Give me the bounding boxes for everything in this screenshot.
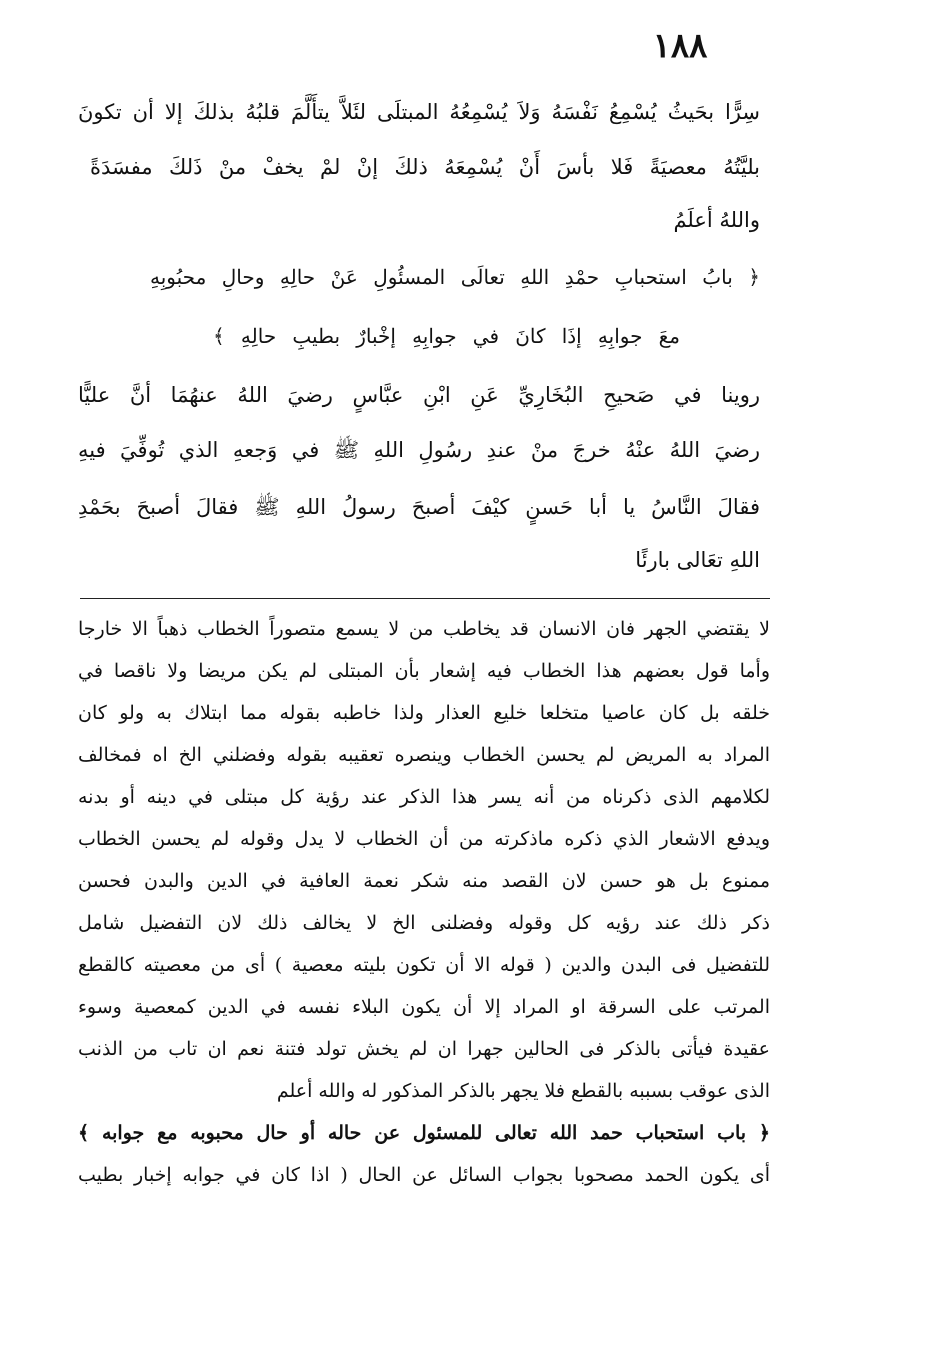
main-text-block (78, 92, 760, 592)
chapter-heading-line-2: معَ جوابِهِ إذَا كانَ في جوابِهِ إخْبارٌ بطيبِ حالِهِ ﴾ (213, 324, 680, 348)
footnote-line-6: ويدفع الاشعار الذي ذكره ماذكرته من أن الخطاب لا يدل وقوله لم يحسن الخطاب (78, 828, 770, 850)
footnote-line-12: الذى عوقب بسببه بالقطع فلا يجهر بالذكر المذكور له والله أعلم (276, 1080, 770, 1102)
footnote-line-7: ممنوع بل هو حسن لان القصد منه شكر نعمة العافية في الدين والبدن فحسن (78, 870, 770, 892)
footnote-line-10: المرتب على السرقة او المراد إلا أن يكون البلاء نفسه في الدين كمعصية وسوء (78, 996, 770, 1018)
footnote-line-4: المراد به المريض لم يحسن الخطاب وينصره تعقيبه بقوله وفضلني الخ اه فمخالف (78, 744, 770, 766)
hadith-line-3: فقالَ النَّاسُ يا أبا حَسنٍ كيْفَ أصبحَ رسولُ اللهِ ﷺ فقالَ أصبحَ بحَمْدِ (78, 495, 760, 519)
main-line-1: سِرًّا بحَيثُ يُسْمِعُ نَفْسَهُ وَلاَ يُسْمِعُهُ المبتلَى لئَلاَّ يتأَلَّمَ قلبُهُ بذلكَ إلا أن تكونَ (78, 100, 760, 124)
footnote-line-2: وأما قول بعضهم هذا الخطاب فيه إشعار بأن المبتلى لم يكن مريضا ولا ناقصا في (78, 660, 770, 682)
footnote-line-11: عقيدة فيأتى بالذكر فى الحالين جهرا ان لم يخش تولد فتنة نعم ان تاب من الذنب (78, 1038, 770, 1060)
footnote-line-9: للتفضيل فى البدن والدين ( قوله الا أن تكون بليته معصية ) أى من معصيته كالقطع (78, 954, 770, 976)
footnote-line-3: خلقه بل كان عاصيا متخلعا خليع العذار ولذا خاطبه بقوله مما ابتلاك به ولو كان (78, 702, 770, 724)
hadith-line-1: روينا في صَحيحِ البُخَارِيِّ عَنِ ابْنِ عبَّاسٍ رضيَ اللهُ عنهُمَا أنَّ عليًّا (78, 383, 760, 407)
main-line-2: بليَّتُهُ معصيَةً فَلا بأسَ أَنْ يُسْمِعَهُ ذلكَ إنْ لمْ يخفْ منْ ذَلكَ مفسَدَةً (90, 155, 760, 179)
footnote-line-5: لكلامهم الذى ذكرناه من أنه يسر هذا الذكر عند رؤية كل مبتلى في دينه أو بدنه (78, 786, 770, 808)
main-line-3: واللهُ أعلَمُ (673, 208, 760, 232)
footnote-divider (80, 598, 770, 599)
hadith-line-4: اللهِ تعَالى بارئًا (635, 548, 760, 572)
footnote-line-14: أى يكون الحمد مصحوبا بجواب السائل عن الحال ( اذا كان في جوابه إخبار بطيب (78, 1164, 770, 1186)
footnote-chapter-heading: ﴿ باب استحباب حمد الله تعالى للمسئول عن حاله أو حال محبوبه مع جوابه ﴾ (78, 1122, 770, 1144)
footnote-line-1: لا يقتضي الجهر فان الانسان قد يخاطب من لا يسمع متصوراً الخطاب ذهباً الا خارجا (78, 618, 770, 640)
chapter-heading-line-1: ﴿ بابُ استحبابِ حمْدِ اللهِ تعالَى المسئُولِ عَنْ حالِهِ وحالِ محبُوبِهِ (150, 265, 760, 289)
hadith-line-2: رضيَ اللهُ عنْهُ خرجَ منْ عندِ رسُولِ اللهِ ﷺ في وَجعهِ الذي تُوفِّيَ فيهِ (78, 438, 760, 462)
footnote-block (78, 610, 770, 1200)
footnote-line-8: ذكر ذلك عند رؤيه كل وقوله وفضلنى الخ لا يخالف ذلك لان التفضيل شامل (78, 912, 770, 934)
page-number: ١٨٨ (652, 26, 708, 66)
